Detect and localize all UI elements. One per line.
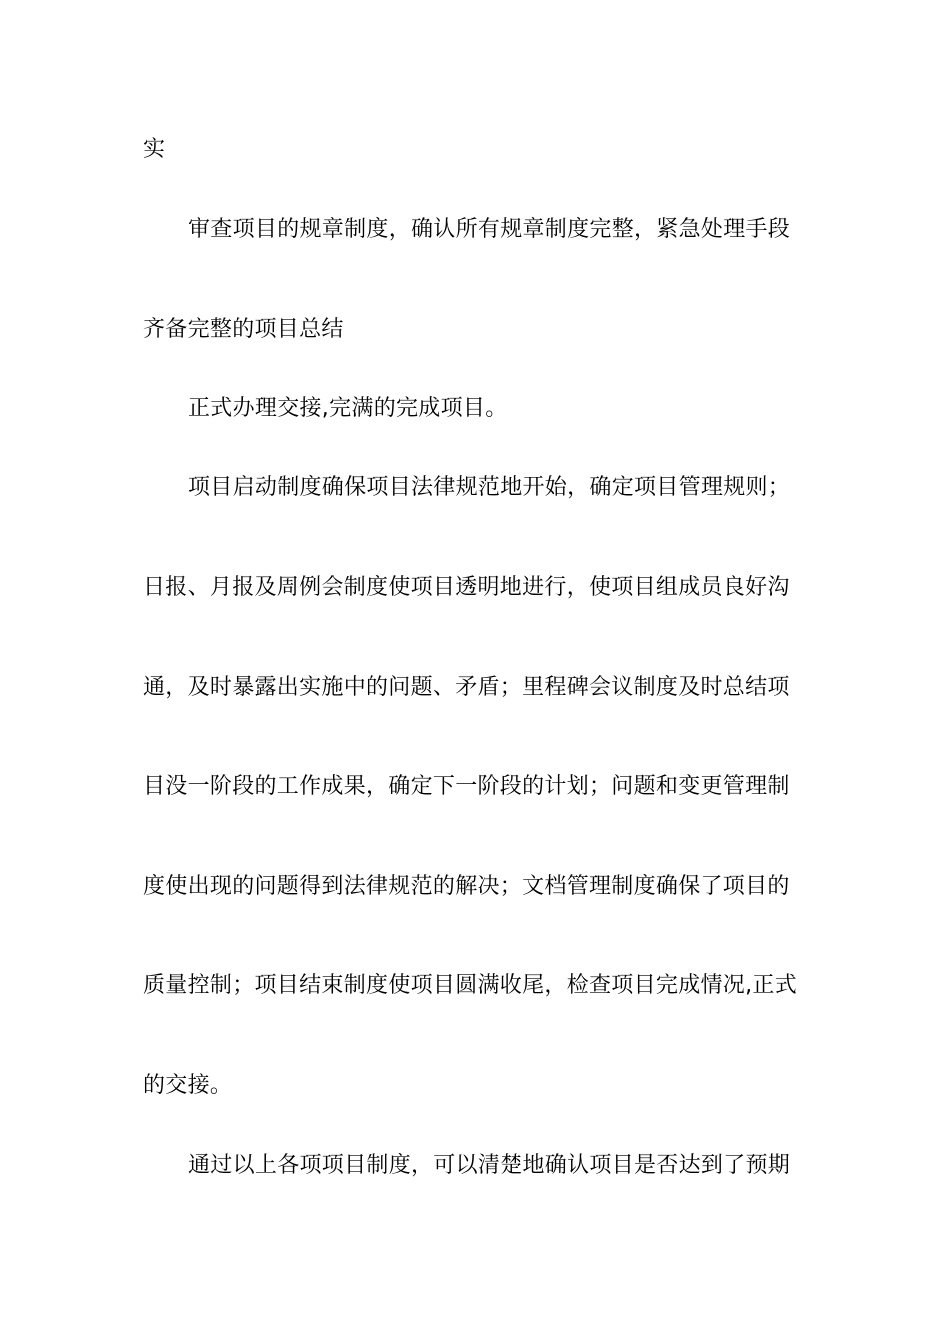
text-line-11: 的交接。 bbox=[143, 1073, 233, 1098]
text-line-3: 齐备完整的项目总结 bbox=[143, 317, 344, 342]
paragraph-conclusion: 通过以上各项项目制度，可以清楚地确认项目是否达到了预期 bbox=[188, 1153, 791, 1178]
paragraph-handover: 正式办理交接,完满的完成项目。 bbox=[188, 396, 508, 421]
text-line-6: 日报、月报及周例会制度使项目透明地进行，使项目组成员良好沟 bbox=[143, 575, 790, 600]
text-line-8: 目没一阶段的工作成果，确定下一阶段的计划；问题和变更管理制 bbox=[143, 774, 790, 799]
text-line-10: 质量控制；项目结束制度使项目圆满收尾，检查项目完成情况,正式 bbox=[143, 973, 797, 998]
text-line-7: 通，及时暴露出实施中的问题、矛盾；里程碑会议制度及时总结项 bbox=[143, 675, 790, 700]
text-line-1: 实 bbox=[143, 137, 166, 162]
paragraph-project-rules: 项目启动制度确保项目法律规范地开始，确定项目管理规则； bbox=[188, 475, 791, 500]
text-line-9: 度使出现的问题得到法律规范的解决；文档管理制度确保了项目的 bbox=[143, 874, 790, 899]
paragraph-review-rules: 审查项目的规章制度，确认所有规章制度完整，紧急处理手段 bbox=[188, 217, 791, 242]
